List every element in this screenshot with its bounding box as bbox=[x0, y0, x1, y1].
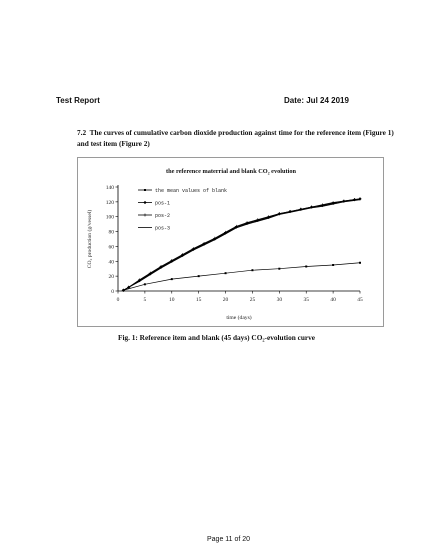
x-tick-label: 30 bbox=[276, 297, 283, 303]
x-tick-label: 5 bbox=[143, 297, 147, 303]
x-tick-label: 45 bbox=[357, 297, 363, 303]
x-tick-label: 40 bbox=[330, 297, 336, 303]
x-tick-label: 25 bbox=[249, 297, 256, 303]
chart-title: the reference materrial and blank CO₂ evolution bbox=[165, 168, 297, 175]
report-title: Test Report bbox=[56, 96, 100, 105]
x-tick-label: 20 bbox=[222, 297, 229, 303]
y-tick-label: 40 bbox=[108, 259, 114, 266]
y-tick-label: 80 bbox=[108, 229, 114, 236]
y-tick-label: 140 bbox=[105, 185, 114, 191]
co2-evolution-chart bbox=[78, 158, 383, 326]
x-tick-label: 10 bbox=[169, 297, 175, 303]
section-number: 7.2 bbox=[77, 128, 87, 137]
data-point bbox=[305, 265, 307, 267]
data-point bbox=[251, 269, 253, 271]
legend-marker bbox=[144, 214, 147, 217]
legend-label-4: pos-3 bbox=[155, 225, 171, 232]
chart-frame bbox=[77, 157, 384, 327]
data-point bbox=[198, 275, 200, 277]
y-tick-label: 20 bbox=[108, 274, 114, 281]
data-point bbox=[278, 268, 280, 270]
y-axis-label: CO₂ production (g/vessel) bbox=[87, 209, 93, 269]
section-text: The curves of cumulative carbon dioxide production against time for the reference item (Figure 1) and test item (Figure 2) bbox=[77, 128, 394, 148]
data-point bbox=[225, 272, 227, 274]
x-tick-label: 15 bbox=[195, 297, 202, 303]
y-tick-label: 0 bbox=[111, 289, 114, 295]
legend-marker bbox=[144, 189, 146, 191]
report-date: Date: Jul 24 2019 bbox=[284, 96, 349, 105]
page-number: Page 11 of 20 bbox=[207, 536, 251, 543]
legend-marker bbox=[143, 201, 146, 204]
data-point bbox=[171, 278, 173, 280]
y-tick-label: 100 bbox=[105, 214, 114, 221]
x-axis-label: time (days) bbox=[226, 315, 252, 321]
legend-label-3: pos-2 bbox=[155, 212, 171, 219]
data-point bbox=[332, 264, 334, 266]
data-point bbox=[144, 283, 146, 285]
legend-label-2: pos-1 bbox=[155, 200, 171, 207]
figure-caption: Fig. 1: Reference item and blank (45 days) CO₂-evolution curve bbox=[118, 333, 316, 342]
y-tick-label: 60 bbox=[108, 244, 114, 251]
series-line-1 bbox=[123, 263, 360, 290]
section-heading bbox=[77, 127, 395, 149]
y-tick-label: 120 bbox=[105, 199, 114, 206]
x-tick-label: 0 bbox=[116, 297, 120, 303]
x-tick-label: 35 bbox=[303, 297, 309, 303]
data-point bbox=[359, 262, 361, 264]
legend-label-1: the mean values of blank bbox=[155, 187, 228, 194]
